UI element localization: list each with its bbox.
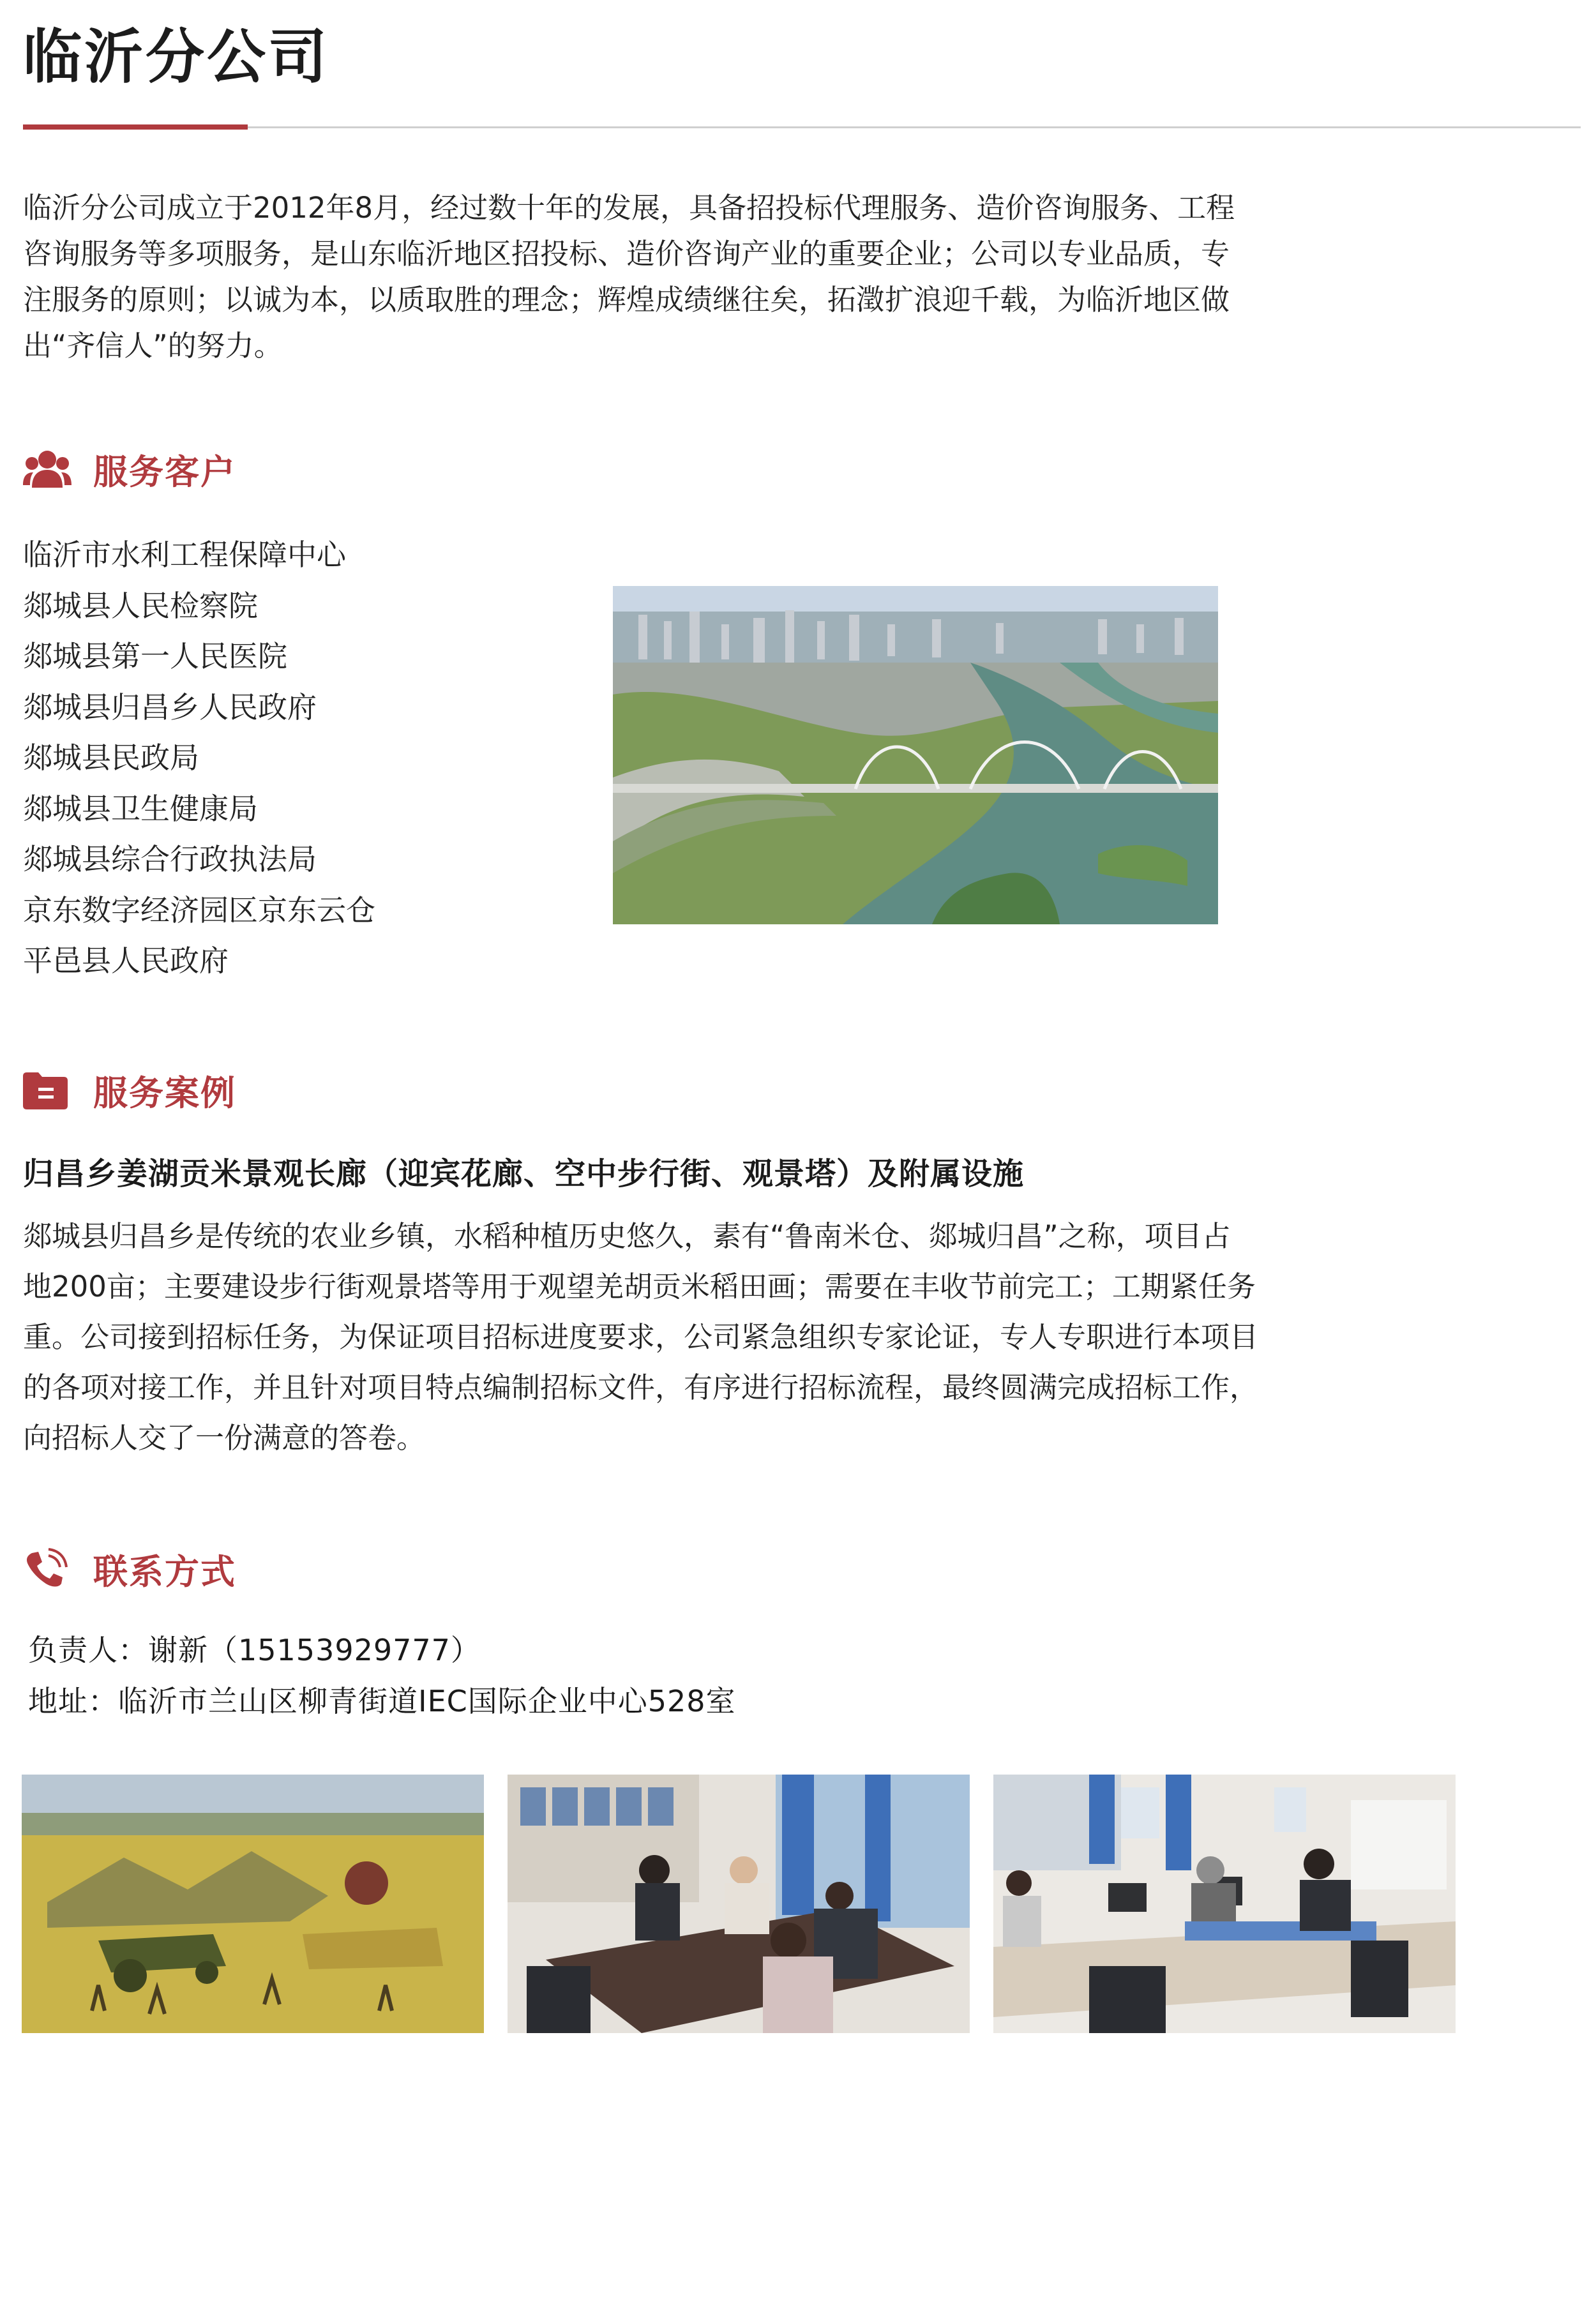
list-item: 郯城县归昌乡人民政府 — [23, 689, 317, 725]
list-item: 郯城县卫生健康局 — [23, 791, 258, 826]
contact-info — [28, 1625, 736, 1727]
title-divider — [23, 126, 1581, 128]
client-list — [23, 530, 375, 987]
title-accent-bar — [23, 124, 248, 130]
case-description: 郯城县归昌乡是传统的农业乡镇，水稻种植历史悠久，素有“鲁南米仓、郯城归昌”之称，项目占地200亩；主要建设步行街观景塔等用于观望羌胡贡米稻田画；需要在丰收节前完工；工期紧任务重。公司接到招标任务，为保证项目招标进度要求，公司紧急组织专家论证，专人专职进行本项目的各项对接工作，并且针对项目特点编制招标文件，有序进行招标流程，最终圆满完成招标工作，向招标人交了一份满意的答卷。 — [23, 1219, 1259, 1455]
clients-section-title: 服务客户 — [93, 451, 236, 492]
contact-person: 负责人：谢新（15153929777） — [28, 1633, 481, 1667]
contact-address: 地址：临沂市兰山区柳青街道IEC国际企业中心528室 — [28, 1684, 736, 1718]
list-item: 郯城县第一人民医院 — [23, 639, 287, 673]
phone-icon — [23, 1545, 72, 1593]
folder-icon — [23, 1066, 72, 1115]
list-item: 郯城县综合行政执法局 — [23, 842, 317, 876]
contact-section-header — [23, 1543, 236, 1595]
list-item: 京东数字经济园区京东云仓 — [23, 892, 375, 927]
list-item: 临沂市水利工程保障中心 — [23, 537, 346, 572]
meeting-room-photo — [508, 1775, 970, 2033]
rice-field-art-photo — [22, 1775, 484, 2033]
users-icon — [23, 445, 72, 493]
clients-section-header — [23, 444, 236, 495]
contact-section-title: 联系方式 — [93, 1551, 236, 1592]
aerial-bridge-photo — [613, 586, 1218, 924]
cases-section-title: 服务案例 — [93, 1072, 236, 1113]
case-title: 归昌乡姜湖贡米景观长廊（迎宾花廊、空中步行街、观景塔）及附属设施 — [23, 1156, 1025, 1192]
company-intro: 临沂分公司成立于2012年8月，经过数十年的发展，具备招投标代理服务、造价咨询服务、工程咨询服务等多项服务，是山东临沂地区招投标、造价咨询产业的重要企业；公司以专业品质，专注服务的原则；以诚为本，以质取胜的理念；辉煌成绩继往矣，拓澂扩浪迎千载，为临沂地区做出“齐信人”的努力。 — [23, 191, 1235, 363]
list-item: 平邑县人民政府 — [23, 943, 229, 978]
page-title: 临沂分公司 — [23, 23, 330, 91]
list-item: 郯城县人民检察院 — [23, 588, 258, 623]
cases-section-header — [23, 1065, 236, 1116]
list-item: 郯城县民政局 — [23, 740, 199, 775]
office-staff-photo — [993, 1775, 1456, 2033]
